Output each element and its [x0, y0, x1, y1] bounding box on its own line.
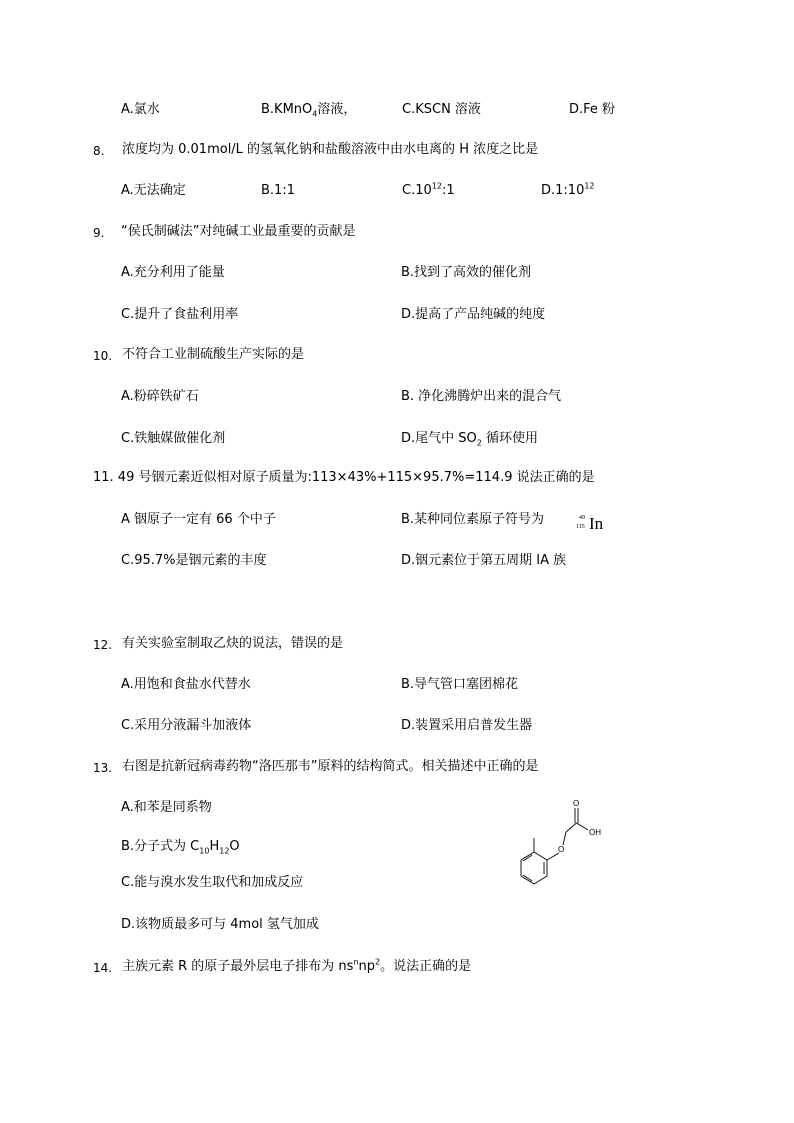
- q13-option-a: A.和苯是同系物: [121, 800, 212, 815]
- q10-option-b: B. 净化沸腾炉出来的混合气: [401, 389, 562, 404]
- q11-option-b: B.某种同位素原子符号为: [401, 512, 545, 527]
- q12-option-a: A.用饱和食盐水代替水: [121, 677, 251, 692]
- indium-isotope-symbol: [576, 512, 608, 538]
- q11-option-d: D.铟元素位于第五周期 IA 族: [401, 553, 567, 568]
- q13-number: 13.: [93, 761, 113, 775]
- q8-number: 8.: [93, 144, 105, 158]
- q12-stem: 有关实验室制取乙炔的说法，错误的是: [122, 636, 344, 651]
- q8-option-b: B.1:1: [261, 183, 295, 198]
- q14-number: 14.: [93, 961, 113, 975]
- q7-option-c: C.KSCN 溶液: [402, 102, 481, 117]
- q10-option-a: A.粉碎铁矿石: [121, 389, 199, 404]
- molecule-structure-diagram: [510, 796, 620, 891]
- q9-stem: “侯氏制碱法”对纯碱工业最重要的贡献是: [121, 224, 356, 239]
- molecule-bonds: [521, 808, 588, 884]
- q13-option-b: B.分子式为 $C_{10}H_{12}O$: [121, 839, 240, 856]
- q8-option-a: A.无法确定: [121, 183, 186, 198]
- q13-stem: 右图是抗新冠病毒药物“洛匹那韦”原料的结构简式。相关描述中正确的是: [122, 759, 539, 774]
- q8-option-c: $C.10^{12}:1$: [402, 181, 455, 198]
- q11-option-c: C.95.7%是铟元素的丰度: [121, 553, 267, 568]
- q7-option-a: A.氯水: [121, 102, 160, 117]
- isotope-element-symbol: In: [589, 514, 604, 533]
- q10-option-c: C.铁触媒做催化剂: [121, 431, 226, 446]
- q12-option-c: C.采用分液漏斗加液体: [121, 718, 252, 733]
- q12-option-d: D.装置采用启普发生器: [401, 718, 533, 733]
- q13-option-c: C.能与溴水发生取代和加成反应: [121, 875, 304, 890]
- q8-option-d: $D.1:10^{12}$: [541, 181, 595, 198]
- isotope-atomic-number: 49: [579, 515, 585, 521]
- q12-option-b: B.导气管口塞团棉花: [401, 677, 519, 692]
- q12-number: 12.: [93, 638, 113, 652]
- q11-option-a: A 铟原子一定有 66 个中子: [121, 512, 276, 527]
- carbonyl-oxygen-label: O: [573, 799, 580, 808]
- q9-option-a: A.充分利用了能量: [121, 265, 225, 280]
- q9-option-b: B.找到了高效的催化剂: [401, 265, 532, 280]
- q8-stem: 浓度均为 0.01mol/L 的氢氧化钠和盐酸溶液中由水电离的 H 浓度之比是: [122, 142, 539, 157]
- q9-number: 9.: [93, 226, 105, 240]
- hydroxyl-label: OH: [589, 828, 601, 837]
- q10-number: 10.: [93, 349, 113, 363]
- q9-option-d: D.提高了产品纯碱的纯度: [401, 307, 546, 322]
- q14-stem: 主族元素 R 的原子最外层电子排布为 $ns^nnp^2$。说法正确的是: [122, 957, 472, 974]
- isotope-mass-number: 115: [576, 524, 585, 530]
- q7-option-b: B.KMnO$_4$溶液，: [261, 102, 357, 119]
- ether-oxygen-label: O: [558, 845, 565, 854]
- q13-option-d: D.该物质最多可与 4mol 氢气加成: [121, 917, 319, 932]
- q11-stem: 11. 49 号铟元素近似相对原子质量为:113×43%+115×95.7%=114.9 说法正确的是: [93, 470, 595, 485]
- q10-stem: 不符合工业制硫酸生产实际的是: [122, 347, 305, 362]
- q10-option-d: D.尾气中 $SO_2$ 循环使用: [401, 431, 538, 448]
- q7-option-d: D.Fe 粉: [569, 102, 616, 117]
- q9-option-c: C.提升了食盐利用率: [121, 307, 239, 322]
